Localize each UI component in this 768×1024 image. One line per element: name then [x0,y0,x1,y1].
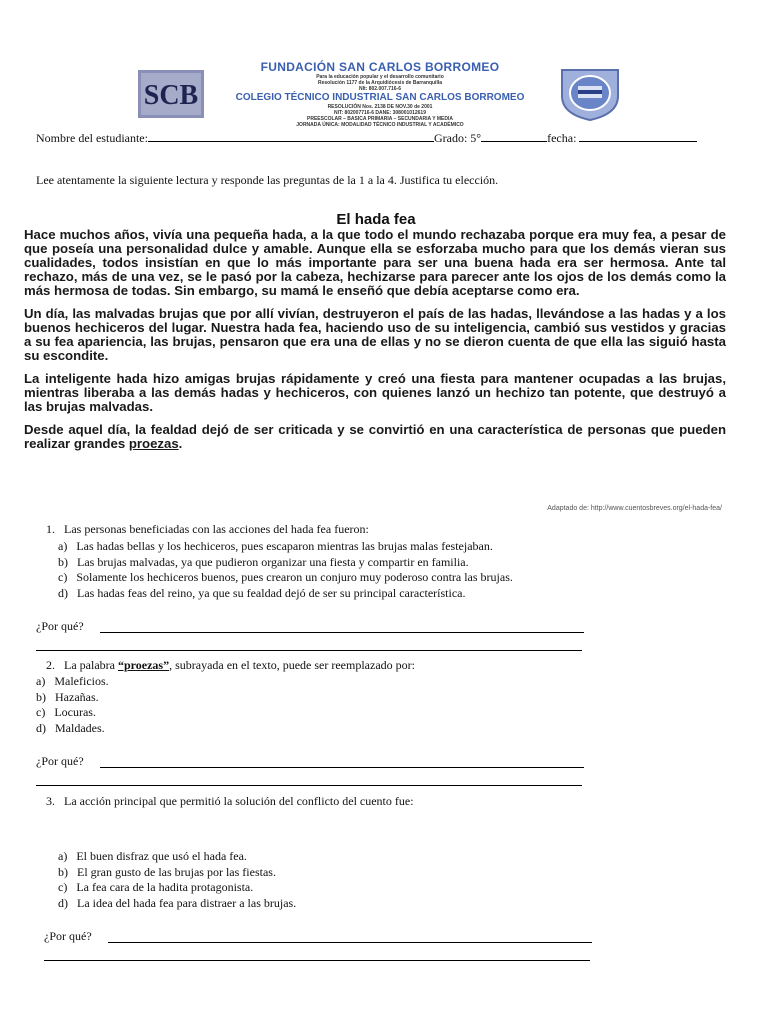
option-3d[interactable]: d) La idea del hada fea para distraer a las brujas. [58,895,297,910]
header-line-g: JORNADA ÚNICA: MODALIDAD TÉCNICO INDUSTRIAL Y ACADÉMICO [296,122,464,128]
option-2d[interactable]: d) Maldades. [36,720,105,735]
option-2a[interactable]: a) Maleficios. [36,674,109,688]
answer-line-1a[interactable] [100,632,584,633]
story-paragraph-4: Desde aquel día, la fealdad dejó de ser criticada y se convirtió en una característica de personas que pueden realizar grandes proezas. [24,422,726,451]
question-1-options [58,539,513,601]
option-2b[interactable]: b) Hazañas. [36,689,99,704]
option-1b[interactable]: b) Las brujas malvadas, ya que pudieron organizar una fiesta y compartir en familia. [58,554,469,569]
student-name-label: Nombre del estudiante: [36,131,148,145]
school-shield-logo [556,66,624,122]
option-3c[interactable]: c) La fea cara de la hadita protagonista. [58,880,254,895]
story-title: El hada fea [336,211,416,228]
header-line-e: NIT: 802007716-6 DANE: 308001012619 [333,110,426,116]
option-3b[interactable]: b) El gran gusto de las brujas por las fiestas. [58,864,276,879]
question-3-options [58,849,296,911]
story-paragraph-1: Hace muchos años, vivía una pequeña hada, a la que todo el mundo rechazaba porque era muy fea, a pesar de que poseía una personalidad dulce y amable. Aunque ella se esforzaba mucho para que los demás vieran sus cualidades, todos insistían en que lo más importante para ser una buena hada era ser hermosa. Ante tal rechazo, más de una vez, se le pasó por la cabeza, hechizarse para parecer ante los ojos de los demás como la más hermosa de todas. Sin embargo, su mamá le enseñó que debía aceptarse como era. [24,227,726,298]
question-2-options [36,674,109,736]
header-line-c: NIt: 802.007.716-6 [359,86,401,92]
date-label: fecha: [547,131,577,145]
answer-line-1b[interactable] [36,650,582,651]
question-1: 1. Las personas beneficiadas con las acciones del hada fea fueron: [46,522,369,536]
option-3a[interactable]: a) El buen disfraz que usó el hada fea. [58,849,247,863]
header-line-f: PREESCOLAR – BASICA PRIMARIA – SECUNDARIA Y MEDIA [307,116,453,122]
option-1a[interactable]: a) Las hadas bellas y los hechiceros, pues escaparon mientras las brujas malas festejaban. [58,539,493,553]
answer-line-2a[interactable] [100,767,584,768]
option-1d[interactable]: d) Las hadas feas del reino, ya que su fealdad dejó de ser su principal característica. [58,585,466,600]
story-paragraph-2: Un día, las malvadas brujas que por allí vivían, destruyeron el país de las hadas, llevándose a las hadas y a los buenos hechiceros del lugar. Nuestra hada fea, haciendo uso de su inteligencia, cambió sus vestidos y gracias a su fea apariencia, las brujas, pensaron que era una de ellas y no se dieron cuenta de que ella las siguió hasta su escondite. [24,306,726,363]
option-1c[interactable]: c) Solamente los hechiceros buenos, pues crearon un conjuro muy poderoso contra las brujas. [58,570,513,585]
option-2c[interactable]: c) Locuras. [36,705,96,720]
why-label-3: ¿Por qué? [44,929,92,943]
school-name: FUNDACIÓN SAN CARLOS BORROMEO [260,60,500,74]
why-label-1: ¿Por qué? [36,619,84,633]
answer-line-3b[interactable] [44,960,590,961]
source-credit: Adaptado de: http://www.cuentosbreves.org/el-hada-fea/ [547,505,722,512]
question-2: 2. La palabra “proezas”, subrayada en el texto, puede ser reemplazado por: [46,658,415,672]
college-name: COLEGIO TÉCNICO INDUSTRIAL SAN CARLOS BORROMEO [235,92,525,103]
school-logo-left [138,70,204,118]
header-line-d: RESOLUCIÓN Nos. 2138 DE NOV.30 de 2001 [327,104,433,110]
reading-passage [20,208,732,516]
grade-field[interactable] [481,129,547,142]
question-3: 3. La acción principal que permitió la solución del conflicto del cuento fue: [46,794,414,808]
why-label-2: ¿Por qué? [36,754,84,768]
underlined-word: proezas [128,436,179,451]
header-line-b: Resolución 1177 de la Arquidiócesis de Barranquilla [317,80,443,86]
student-info-row [36,129,697,145]
underlined-word-proezas: “proezas” [117,658,170,672]
student-name-field[interactable] [148,129,434,142]
instructions: Lee atentamente la siguiente lectura y responde las preguntas de la 1 a la 4. Justifica tu elección. [36,173,499,187]
grade-label: Grado: 5° [433,131,482,145]
date-field[interactable] [579,129,697,142]
answer-line-2b[interactable] [36,785,582,786]
svg-text:SCB: SCB [143,80,199,111]
header-line-a: Para la educación popular y el desarrollo comunitario [316,74,444,80]
answer-line-3a[interactable] [108,942,592,943]
story-paragraph-3: La inteligente hada hizo amigas brujas rápidamente y creó una fiesta para mantener ocupadas a las brujas, mientras liberaba a las demás hadas y hechiceros, con quienes lanzó un hechizo tan potente, que destruyó a las brujas malvadas. [24,371,726,414]
school-header [210,60,550,128]
